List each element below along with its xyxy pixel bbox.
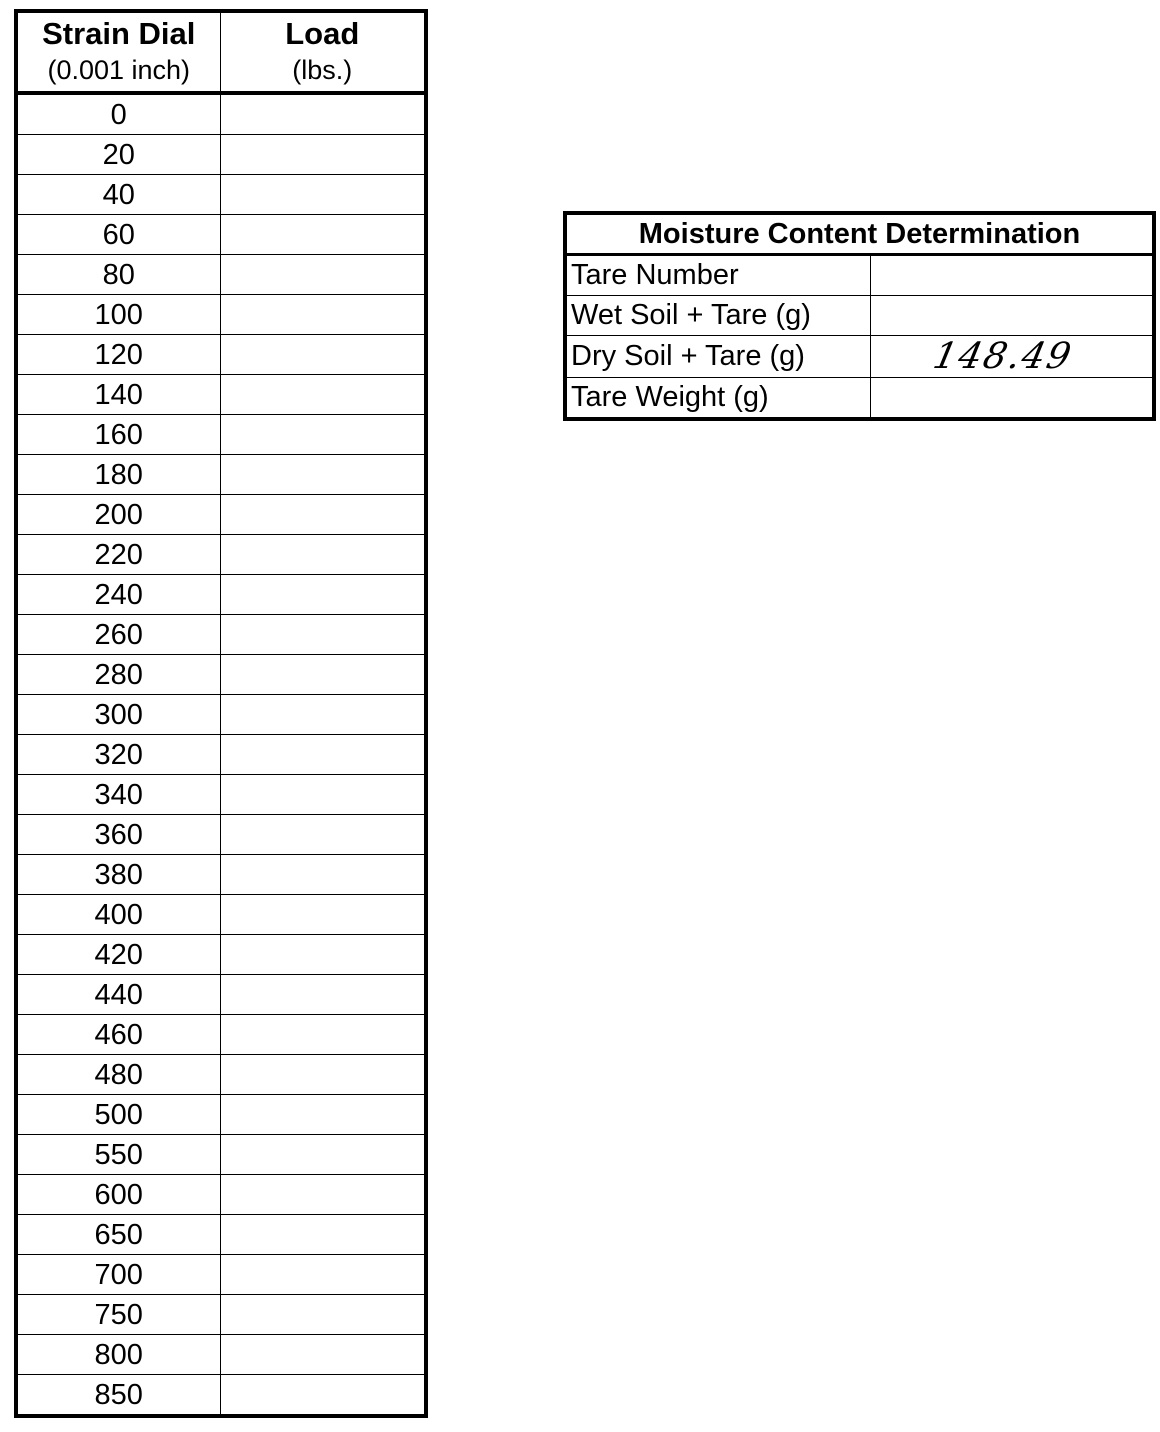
load-header-label: Load [285,16,360,51]
strain-dial-value: 400 [16,895,220,935]
table-row [16,455,426,495]
moisture-label: Wet Soil + Tare (g) [565,296,870,336]
load-value [220,255,426,295]
strain-table-header-row [16,11,426,93]
table-row [16,935,426,975]
load-value [220,1135,426,1175]
moisture-table-title: Moisture Content Determination [565,213,1154,255]
load-value [220,855,426,895]
load-value [220,775,426,815]
table-row [16,775,426,815]
load-value [220,655,426,695]
table-row [16,975,426,1015]
moisture-value-cell [870,378,1154,420]
load-value [220,895,426,935]
load-value [220,975,426,1015]
load-value [220,695,426,735]
load-value [220,615,426,655]
table-row [16,1255,426,1295]
table-row [16,335,426,375]
moisture-label: Tare Number [565,255,870,296]
strain-dial-value: 260 [16,615,220,655]
load-value [220,375,426,415]
table-row [16,375,426,415]
strain-dial-value: 650 [16,1215,220,1255]
load-value [220,1015,426,1055]
load-value [220,1335,426,1375]
load-value [220,455,426,495]
load-value [220,1215,426,1255]
load-value [220,1095,426,1135]
strain-dial-value: 850 [16,1375,220,1417]
table-row [16,1335,426,1375]
strain-dial-value: 200 [16,495,220,535]
strain-dial-value: 140 [16,375,220,415]
strain-dial-header-unit: (0.001 inch) [47,55,191,85]
moisture-label: Dry Soil + Tare (g) [565,336,870,378]
load-value [220,1175,426,1215]
table-row [16,575,426,615]
table-row [16,1015,426,1055]
strain-dial-value: 700 [16,1255,220,1295]
strain-dial-value: 500 [16,1095,220,1135]
table-row [16,1375,426,1417]
table-row [16,1215,426,1255]
table-row [16,255,426,295]
moisture-value-cell [870,296,1154,336]
load-value [220,335,426,375]
strain-dial-value: 0 [16,93,220,135]
strain-dial-value: 460 [16,1015,220,1055]
strain-dial-value: 160 [16,415,220,455]
strain-dial-value: 480 [16,1055,220,1095]
moisture-row-wet-soil [565,296,1154,336]
strain-dial-value: 40 [16,175,220,215]
strain-dial-value: 340 [16,775,220,815]
moisture-row-tare-number [565,255,1154,296]
strain-load-table [14,9,428,1418]
table-row [16,93,426,135]
load-value [220,175,426,215]
load-value [220,575,426,615]
table-row [16,655,426,695]
table-row [16,535,426,575]
handwritten-dry-soil-value: 148.49 [929,336,1077,377]
load-value [220,1375,426,1417]
moisture-content-table [563,211,1156,421]
strain-dial-value: 240 [16,575,220,615]
strain-dial-header-label: Strain Dial [42,16,196,51]
table-row [16,135,426,175]
load-value [220,1055,426,1095]
moisture-value-cell [870,336,1154,378]
moisture-table-header-row [565,213,1154,255]
table-row [16,1055,426,1095]
strain-dial-value: 120 [16,335,220,375]
table-row [16,415,426,455]
table-row [16,1175,426,1215]
strain-dial-value: 60 [16,215,220,255]
load-value [220,93,426,135]
strain-dial-value: 100 [16,295,220,335]
load-header-unit: (lbs.) [292,55,353,85]
load-value [220,415,426,455]
strain-dial-value: 550 [16,1135,220,1175]
table-row [16,815,426,855]
moisture-label: Tare Weight (g) [565,378,870,420]
load-value [220,735,426,775]
strain-dial-value: 800 [16,1335,220,1375]
strain-dial-value: 420 [16,935,220,975]
load-value [220,935,426,975]
moisture-row-tare-weight [565,378,1154,420]
strain-dial-value: 360 [16,815,220,855]
moisture-value-cell [870,255,1154,296]
load-value [220,815,426,855]
strain-dial-value: 220 [16,535,220,575]
load-value [220,495,426,535]
strain-dial-value: 280 [16,655,220,695]
table-row [16,735,426,775]
strain-dial-value: 80 [16,255,220,295]
table-row [16,895,426,935]
load-value [220,535,426,575]
load-value [220,135,426,175]
load-header [220,11,426,93]
strain-dial-value: 300 [16,695,220,735]
load-value [220,215,426,255]
table-row [16,855,426,895]
table-row [16,1295,426,1335]
table-row [16,175,426,215]
table-row [16,215,426,255]
strain-dial-value: 180 [16,455,220,495]
table-row [16,1135,426,1175]
table-row [16,1095,426,1135]
load-value [220,1255,426,1295]
strain-dial-header [16,11,220,93]
table-row [16,615,426,655]
strain-dial-value: 600 [16,1175,220,1215]
strain-dial-value: 440 [16,975,220,1015]
table-row [16,495,426,535]
strain-dial-value: 20 [16,135,220,175]
strain-dial-value: 320 [16,735,220,775]
moisture-row-dry-soil [565,336,1154,378]
table-row [16,695,426,735]
load-value [220,1295,426,1335]
table-row [16,295,426,335]
load-value [220,295,426,335]
strain-table-body [16,93,426,1416]
strain-dial-value: 380 [16,855,220,895]
strain-dial-value: 750 [16,1295,220,1335]
